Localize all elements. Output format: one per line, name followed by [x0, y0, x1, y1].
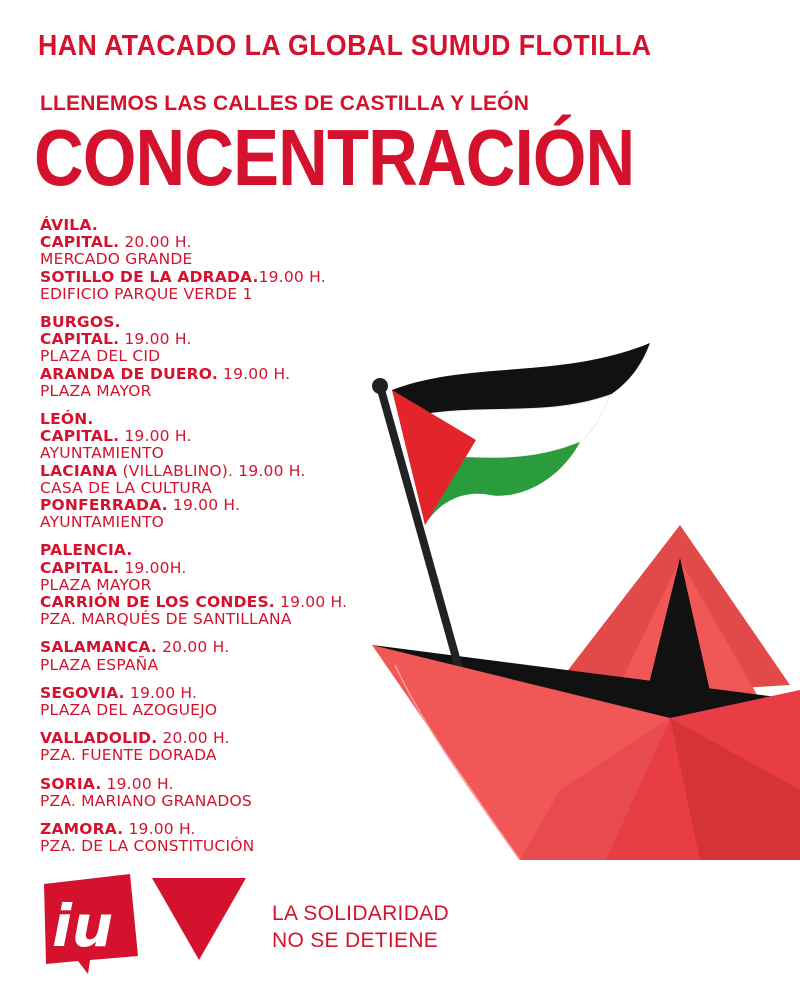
event-line: [40, 348, 400, 365]
event-line-bold: ÁVILA.: [40, 216, 98, 234]
event-line: [40, 314, 400, 331]
event-line-text: PZA. FUENTE DORADA: [40, 746, 217, 765]
event-line: [40, 497, 400, 514]
event-line: [40, 730, 400, 747]
event-line-text: 19.00 H.: [119, 330, 192, 349]
event-line: [40, 480, 400, 497]
event-line-bold: CAPITAL.: [40, 233, 120, 252]
event-line: [40, 821, 400, 838]
event-line-text: PLAZA ESPAÑA: [40, 655, 159, 674]
event-line: [40, 428, 400, 445]
event-line-bold: SOTILLO DE LA ADRADA.: [40, 267, 259, 286]
flag-pole-knob: [372, 378, 388, 394]
event-line: [40, 463, 400, 480]
event-line-bold: ARANDA DE DUERO.: [40, 364, 218, 383]
event-line-text: 19.00 H.: [101, 774, 174, 793]
event-line-bold: LEÓN.: [40, 410, 94, 429]
event-line: [40, 514, 400, 531]
event-line: [40, 366, 400, 383]
event-group: [40, 821, 400, 855]
event-line-bold: PONFERRADA.: [40, 496, 168, 515]
event-line: [40, 331, 400, 348]
event-line: [40, 793, 400, 810]
event-line: [40, 838, 400, 855]
event-line: [40, 702, 400, 719]
event-line: [40, 286, 400, 303]
event-line: [40, 657, 400, 674]
event-line-bold: SORIA.: [40, 774, 102, 793]
event-line-text: 19.00 H.: [123, 820, 196, 839]
event-line: [40, 577, 400, 594]
event-line-bold: SEGOVIA.: [40, 683, 125, 702]
slogan-line-1: LA SOLIDARIDAD: [272, 902, 449, 925]
event-line-bold: ZAMORA.: [40, 820, 124, 839]
event-line: [40, 234, 400, 251]
event-line-text: PLAZA MAYOR: [40, 575, 152, 594]
event-line: [40, 269, 400, 286]
event-line: [40, 383, 400, 400]
event-line-bold: CAPITAL.: [40, 330, 120, 349]
event-line-text: 19.00 H.: [217, 364, 291, 383]
event-line-text: PZA. MARQUÉS DE SANTILLANA: [40, 610, 292, 629]
event-line-text: PLAZA DEL CID: [40, 347, 161, 366]
event-line-text: 20.00 H.: [157, 729, 230, 748]
event-line-text: 19.00H.: [119, 558, 187, 577]
event-line: [40, 411, 400, 428]
event-line-bold: SALAMANCA.: [40, 638, 157, 657]
event-group: [40, 685, 400, 719]
red-triangle-icon: [152, 878, 246, 960]
event-line: [40, 542, 400, 559]
paper-boat-with-flag-icon: [360, 330, 800, 860]
event-line: [40, 611, 400, 628]
event-line-bold: CAPITAL.: [40, 558, 120, 577]
event-line-text: CASA DE LA CULTURA: [40, 478, 213, 497]
event-group: [40, 411, 400, 531]
event-line: [40, 251, 400, 268]
event-line-text: PLAZA MAYOR: [40, 381, 152, 400]
event-line: [40, 747, 400, 764]
event-line-text: (VILLABLINO). 19.00 H.: [117, 461, 306, 480]
event-line-text: AYUNTAMIENTO: [40, 444, 165, 463]
event-line-bold: CARRIÓN DE LOS CONDES.: [40, 593, 275, 612]
event-line: [40, 639, 400, 656]
event-line-text: 20.00 H.: [119, 233, 192, 252]
event-line-bold: PALENCIA.: [40, 541, 133, 560]
event-line: [40, 685, 400, 702]
event-line: [40, 560, 400, 577]
event-group: [40, 776, 400, 810]
slogan: [272, 900, 449, 954]
event-line-bold: VALLADOLID.: [40, 729, 158, 748]
event-list: [40, 217, 400, 867]
event-line-text: 19.00 H.: [274, 593, 348, 612]
subheadline: LLENEMOS LAS CALLES DE CASTILLA Y LEÓN: [40, 92, 530, 115]
event-line: [40, 594, 400, 611]
event-line-text: 19.00 H.: [167, 496, 241, 515]
event-line-text: 19.00 H.: [258, 267, 326, 286]
event-line-text: PZA. MARIANO GRANADOS: [40, 791, 252, 810]
event-line: [40, 217, 400, 234]
event-line-text: EDIFICIO PARQUE VERDE 1: [40, 284, 253, 303]
event-line-text: AYUNTAMIENTO: [40, 513, 165, 532]
event-line-bold: BURGOS.: [40, 313, 121, 332]
headline: HAN ATACADO LA GLOBAL SUMUD FLOTILLA: [38, 30, 652, 62]
event-group: [40, 217, 400, 303]
event-line-text: MERCADO GRANDE: [40, 250, 193, 269]
event-line: [40, 776, 400, 793]
event-group: [40, 542, 400, 628]
event-group: [40, 314, 400, 400]
event-line-text: PLAZA DEL AZOGUEJO: [40, 701, 218, 720]
event-line-bold: LACIANA: [40, 461, 118, 480]
logo-text: iu: [52, 892, 114, 960]
event-line-bold: CAPITAL.: [40, 427, 120, 446]
iu-logo-icon: [38, 874, 138, 974]
event-line-text: 19.00 H.: [124, 683, 198, 702]
event-line-text: PZA. DE LA CONSTITUCIÓN: [40, 837, 255, 856]
page-title: CONCENTRACIÓN: [34, 113, 635, 202]
event-line: [40, 445, 400, 462]
event-group: [40, 730, 400, 764]
slogan-line-2: NO SE DETIENE: [272, 929, 439, 952]
event-line-text: 19.00 H.: [119, 427, 192, 446]
event-line-text: 20.00 H.: [156, 638, 230, 657]
event-group: [40, 639, 400, 673]
